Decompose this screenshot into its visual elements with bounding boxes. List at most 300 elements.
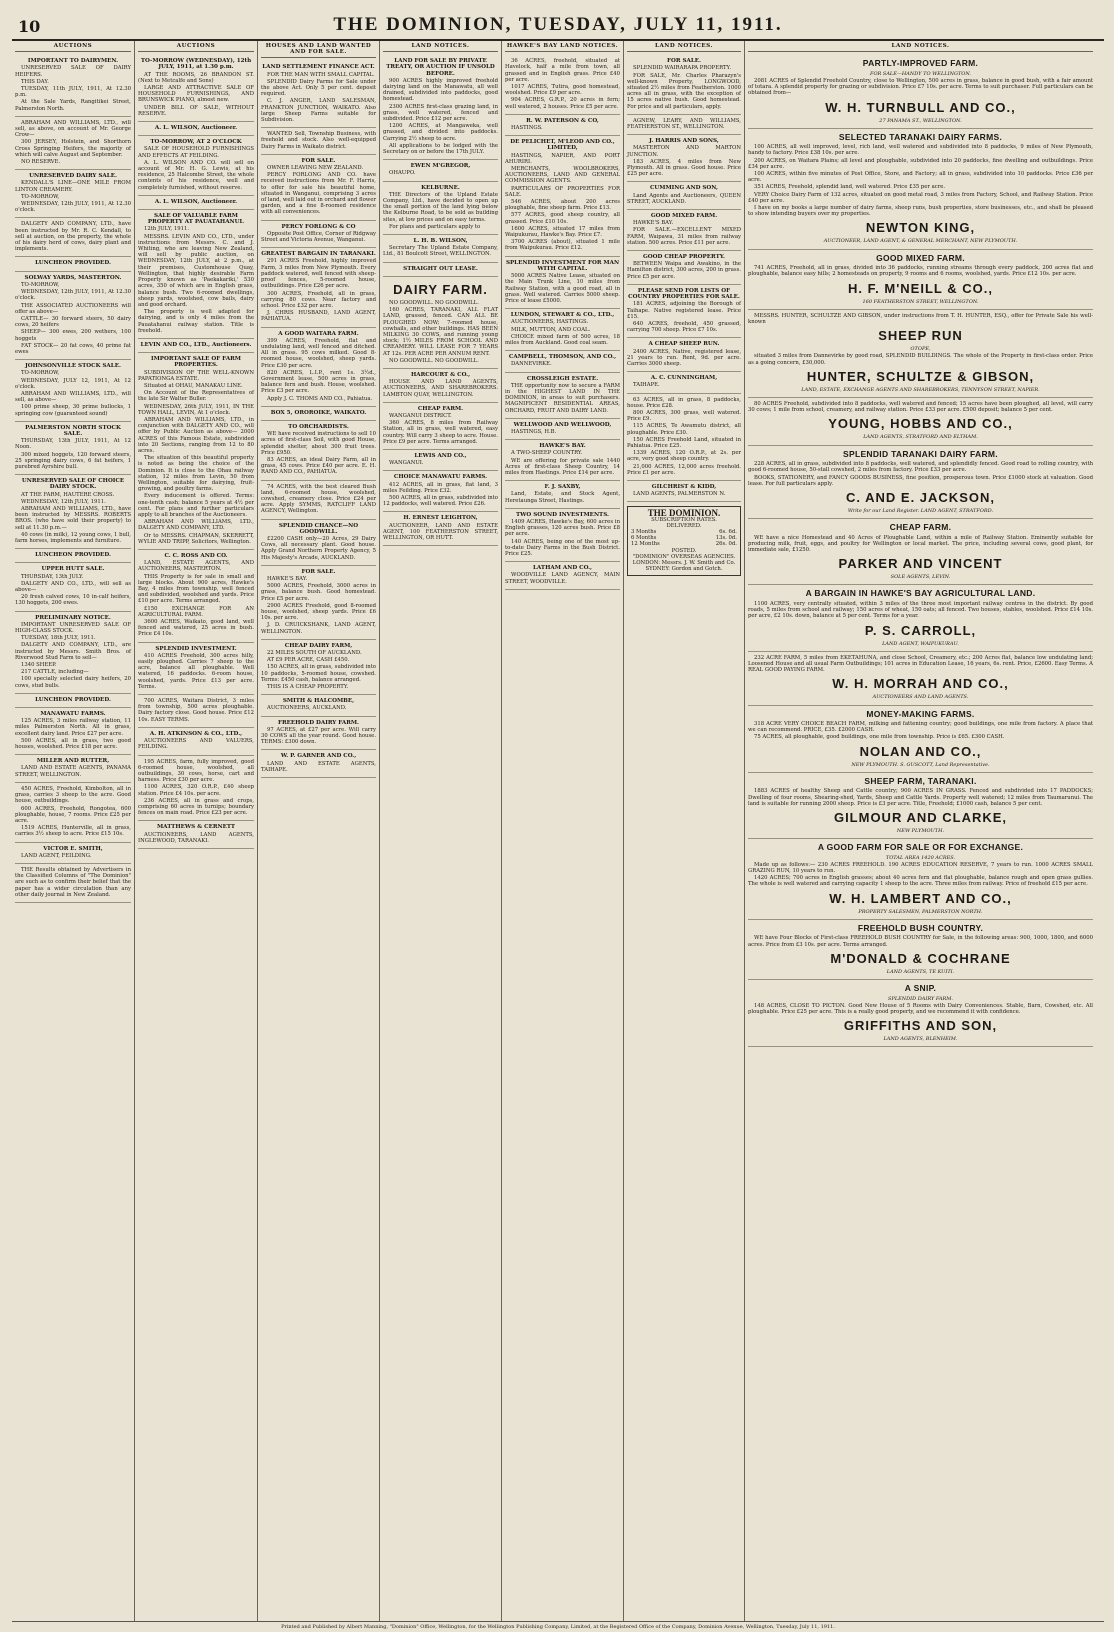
ad-text: DALGETY AND COMPANY, LTD., have been instructed by Mr. R. C. Kendall, to sell at auction, on the property, the whole of his dairy herd of cows, dairy plant and implements. [15,221,131,253]
ad-text: THE Results obtained by Advertisers in the Classified Columns of "The Dominion" are such as to confirm their belief that the paper has a wider circulation than any other daily journal in New Zealand. [15,866,131,898]
ad-text: NO GOODWILL. NO GOODWILL. [389,299,479,306]
ad-heading: LAND SETTLEMENT FINANCE ACT. [262,64,375,71]
ad-heading: UPPER HUTT SALE. [41,566,105,573]
ad-heading: HAWKE'S BAY. [539,443,586,450]
subscription-term: 6 Months [631,535,657,542]
advertisement [261,520,376,566]
ad-text: situated 3 miles from Dannevirke by good road, SPLENDID BUILDINGS. The whole of the Property in first-class order. Price as a going concern, £30,000. [748,353,1093,366]
ad-heading: FOR SALE. [301,157,336,164]
advertiser-name: PARKER AND VINCENT [838,556,1003,572]
ad-text: TAIHAPE. [633,382,660,389]
ad-text: MESSRS. LEVIN AND CO., LTD., under instructions from Messrs. C. and J. Whiting, who are leaving New Zealand, will sell by public auction, on WEDNESDAY, 12th JULY, at 2 p.m., at their premises, Customhouse Quay, Wellington, that highly desirable Farm Property known as 'Paekakariki,' 530 acres, 350 of which are in English grass, balance bush. Two 6-roomed dwellings, sheep yards, woolshed, cow bails, dairy and good orchard. [138,233,254,308]
advertisement [383,263,498,277]
ad-text: THE Directors of the Upland Estate Company, Ltd., have decided to open up the small portion of the land lying below the Kelburne Road, to be sold as building sites, at low prices and on easy terms. [383,191,498,223]
column-heading: AUCTIONS [138,41,254,52]
ad-text: 741 ACRES, Freehold, all in grass, divided into 36 paddocks, running streams through every paddock, 200 acres flat and ploughable, balance easy hills; 2 homesteads on property, 9 rooms and 6 rooms, woolshed, yards. Price £12 10s. per acre. [748,265,1093,278]
ad-text: Land, Estate, and Stock Agent, Heretaunga Street, Hastings. [505,491,620,504]
ad-text: AT THE ROOMS, 26 BRANDON ST. (Next to Metcalfe and Sons) [138,71,254,84]
ad-text: 800 ACRES, 300 grass, well watered. Price £9. [627,409,741,423]
ad-text: WE have a nice Homestead and 40 Acres of Ploughable Land, within a mile of Railway Station. Eminently suitable for producing milk, fruit, eggs, and poultry for Wellington or local market. The price, including several cows, good plant, for immediate sale, £1250. [748,534,1093,554]
ad-text: LAND AND ESTATE AGENTS, TAIHAPE. [261,760,376,773]
ad-text: WEDNESDAY, 12th JULY, 1911, At 12.30 o'clock. [15,201,131,214]
ad-text: ABRAHAM AND WILLIAMS, LTD., will sell, as above— [15,390,131,404]
ad-text: THIS Property is for sale in small and large blocks. About 900 acres, Hawke's Bay, 4 miles from township, well fenced and subdivided, woolshed and yards. Price £10 per acre. Terms arranged. [138,573,254,605]
advertisement [627,251,741,285]
ad-text: HASTINGS. [511,125,543,132]
ad-text: UNDER BILL OF SALE, WITHOUT RESERVE. [138,104,254,117]
ad-text: 1340 SHEEP. [21,662,57,669]
ad-text: FOR SALE.—EXCELLENT MIXED FARM, Waipawa, 31 miles from railway station. 500 acres. Price £11 per acre. [627,227,741,246]
ad-text: THURSDAY, 13th JULY, 1911, At 12 Noon. [15,438,131,451]
ad-subheading: TOTAL AREA 1420 ACRES. [885,854,956,861]
advertisement [261,566,376,640]
ad-text: MASTERTON AND MARTON JUNCTION. [627,145,741,158]
advertisement [138,210,254,339]
ad-text: SPLENDID WAIRARAPA PROPERTY. [633,65,732,72]
subscription-box [627,506,741,576]
ad-text: SUBDIVISION OF THE WELL-KNOWN PAPATIONGA ESTATE. [138,369,254,382]
advertisement [15,257,131,271]
advertiser-name: HUNTER, SCHULTZE & GIBSON, [806,368,1035,384]
column-heading: HAWKE'S BAY LAND NOTICES. [505,41,620,52]
ad-text: WANGANUI DISTRICT. [389,412,452,419]
ad-text: SHEEP— 300 ewes, 200 wethers, 100 hoggets [15,329,131,342]
imprint-footer: Printed and Published by Albert Manning, "Dominion" Office, Wellington, for the Wellington Publishing Company, Limited, at the Registered Office of the Company, Dominion Avenue, Wellington, Tuesday, July 11, 1911. [281,1624,835,1630]
advertisement [383,235,498,263]
column-1 [12,41,135,1621]
column-6 [624,41,745,1621]
advertisement [15,694,131,708]
ad-text: LAND AGENTS, PALMERSTON N. [633,491,726,498]
ad-text: WE are offering for private sale 1440 Acres of first-class Sheep Country, 14 miles from Hastings. Price £14 per acre. [505,457,620,476]
advertisement [15,272,131,360]
ad-text: WEDNESDAY, 26th JULY, 1911, IN THE TOWN HALL, LEVIN, At 1 o'clock. [138,403,254,416]
ad-heading: MONEY-MAKING FARMS. [866,708,975,719]
advertisement [505,55,620,115]
advertisement [748,839,1093,920]
ad-heading: WELLWOOD AND WELLWOOD, [513,421,612,428]
ad-heading: PERCY FORLONG & CO [281,223,356,230]
ad-heading: CHEAP FARM. [417,405,464,412]
ad-heading: TO ORCHARDISTS. [288,423,349,430]
ad-text: 300 mixed hoggets, 120 forward steers, 25 springing dairy cows, 6 fat heifers, 1 purebred Ayrshire bull. [15,451,131,470]
ad-text: 150 ACRES Freehold Land, situated in Pahiatua. Price £25. [627,436,741,449]
ad-text: 200 ACRES, on Waitara Plains; all level and ploughable, subdivided into 20 paddocks, fine dwelling and outbuildings. Price £34 per acre. [748,157,1093,170]
ad-text: TO-MORROW, [21,370,60,377]
advertisement [748,652,1093,706]
ad-heading: LAND FOR SALE BY PRIVATE TREATY, OR AUCTION IF UNSOLD BEFORE. [386,58,495,77]
advertisement [261,717,376,751]
ad-text: A TWO-SHEEP COUNTRY. [511,450,583,457]
column-heading: LAND NOTICES. [627,41,741,52]
ad-text: 1409 ACRES, Hawke's Bay, 600 acres in English grasses, 120 acres bush. Price £8 per acre. [505,518,620,538]
ad-heading: TO-MORROW, AT 2 O'CLOCK [150,139,242,146]
ad-text: 40 cows (in milk), 12 young cows, 1 bull, farm horses, implements and furniture. [15,531,131,544]
ad-text: LAND, ESTATE AGENTS, AND AUCTIONEERS, MASTERTON. [138,560,254,573]
advertiser-address: LAND, ESTATE, EXCHANGE AGENTS AND SHAREBROKERS, TENNYSON STREET, NAPIER. [801,386,1040,393]
advertisement [138,728,254,756]
advertiser-name: M'DONALD & COCHRANE [830,950,1011,966]
ad-text: 318 ACRE VERY CHOICE BEACH FARM, milking and fattening country; good buildings, one mile from factory. A place that we can recommend. PRICE, £35. £2000 CASH. [748,721,1093,734]
ad-text: 140 ACRES, being one of the most up-to-date Dairy Farms in the Bush District. Price £25. [505,538,620,557]
ad-heading: SPLENDID INVESTMENT FOR MAN WITH CAPITAL. [505,259,620,272]
ad-text: £2200 CASH only—20 Acres, 29 Dairy Cows, all necessary plant. Good house. Apply Grand Northern Property Agency, 5 His Majesty's Arcade, AUCKLAND. [261,536,376,561]
ad-text: 700 ACRES, Waitara District, 3 miles from township, 500 acres ploughable. Dairy factory close. Good house. Price £12 10s. EASY TERMS. [138,698,254,723]
advertisement [15,422,131,475]
ad-heading: CHOICE MANAWATU FARMS. [393,474,488,481]
column-heading: LAND NOTICES. [748,41,1093,52]
ad-text: 12th JULY, 1911. [144,226,190,233]
ad-text: 148 ACRES, CLOSE TO PICTON. Good New House of 5 Rooms with Dairy Conveniences. Stable, Barn, Cowshed, etc. All ploughable. Price £25 per acre. This is a really good property, and we recommend it with confidence. [748,1002,1093,1015]
advertisement [138,339,254,353]
ad-heading: SOLWAY YARDS, MASTERTON. [24,274,122,281]
ad-heading: PARTLY-IMPROVED FARM. [862,58,979,69]
ad-text: 115 ACRES, Te Awamutu district, all ploughable. Price £30. [627,423,741,436]
advertisement [261,750,376,778]
subscription-subtitle: SUBSCRIPTION RATES. [651,516,717,523]
advertiser-name: W. H. MORRAH AND CO., [832,676,1009,692]
ad-heading: BOX 5, OROROIKE, WAIKATO. [270,409,367,416]
ad-heading: FOR SALE. [301,568,336,575]
advertisement [138,55,254,122]
ad-text: Situated at OHAU, MANAKAU LINE. [144,382,243,389]
ad-text: 351 ACRES, Freehold, splendid land, well watered. Price £35 per acre. [754,184,946,191]
ad-text: 2900 ACRES Freehold, good 8-roomed house, woolshed, sheep yards. Price £6 10s. per acre. [261,602,376,622]
advertiser-address: Write for our Land Register. LAND AGENT, STRATFORD. [847,507,994,514]
ad-heading: GOOD MIXED FARM. [876,252,965,263]
ad-text: 3600 ACRES, Waikato, good land, well fenced and watered, 25 acres in bush. Price £4 10s. [138,619,254,638]
ad-text: WEDNESDAY, 12th JULY, 1911, At 12.30 o'clock. [15,289,131,302]
ad-text: FOR SALE, Mr. Charles Pharazyn's well-known Property, LONGWOOD, situated 2½ miles from Featherston. 1000 acres all in grass, with the exception of 15 acres native bush. Good homestead. For price and all particulars, apply. [627,72,741,110]
ad-heading: C. C. ROSS AND CO. [164,553,228,560]
ad-heading: FOR SALE. [667,58,701,65]
ad-text: All applications to be lodged with the Secretary on or before the 17th JULY. [383,142,498,156]
subscription-price: 26s. 0d. [715,541,737,548]
ad-text: DANNEVIRKE. [511,361,552,368]
ad-text: 1339 ACRES, 120 O.R.P., at 2s. per acre, very good sheep country. [627,450,741,463]
ad-heading: SELECTED TARANAKI DAIRY FARMS. [838,131,1003,142]
column-5 [502,41,624,1621]
advertiser-address: AUCTIONEERS AND LAND AGENTS. [872,694,969,701]
advertisement [15,360,131,422]
advertisement [627,55,741,115]
advertisement [15,117,131,170]
ad-text: WE have received instructions to sell 10 acres of first-class Soil, with good House, splendid shelter, about 300 fruit trees. Price £950. [261,431,376,456]
advertisement [383,512,498,546]
ad-heading: GREATEST BARGAIN IN TARANAKI. [261,251,376,258]
advertisement [627,285,741,338]
advertisement [627,372,741,393]
ad-text: For plans and particulars apply to [389,223,481,230]
advertisement [138,136,254,196]
ad-text: 22 MILES SOUTH OF AUCKLAND. [267,650,362,657]
ad-heading: LATHAM AND CO., [532,565,593,572]
advertisement [627,135,741,182]
advertiser-address: OTOPE, [910,346,931,353]
ad-text: 97 ACRES, at £27 per acre. Will carry 30 COWS all the year round. Good house. TERMS: £300 down. [261,726,376,746]
advertisement [748,706,1093,773]
ad-heading: HARCOURT & CO., [410,371,471,378]
advertisement [505,562,620,590]
ad-text: Secretary The Upland Estate Company, Ltd., 81 Boulcott Street, WELLINGTON. [383,245,498,258]
ad-text: WANGANUI. [389,460,424,467]
column-heading: AUCTIONS [15,41,131,52]
ad-heading: SHEEP FARM, TARANAKI. [864,775,977,786]
advertiser-address: NEW PLYMOUTH. S. GUSCOTT, Land Representative. [851,761,990,768]
ad-heading: CAMPBELL, THOMSON, AND CO., [508,354,617,361]
advertisement [15,755,131,783]
ad-text: The situation of this beautiful property is noted as being the choice of the Dominion. It is close to the Ohau railway station, 12 miles from Levin, 50 from Wellington, suitable for dairying, fruit-growing, and poultry farms. [138,455,254,493]
ad-text: ABRAHAM AND WILLIAMS, LTD., DALGETY AND COMPANY, LTD. [138,519,254,532]
ad-text: 100 ACRES, all well improved, level, rich land, well watered and subdivided into 8 paddocks, 9 miles of New Plymouth, handy to factory. Price £38 10s. per acre. [748,144,1093,157]
ad-text: AUCTIONEERS, AUCKLAND. [267,705,347,712]
advertisement [748,55,1093,129]
advertiser-name: P. S. CARROLL, [864,622,977,638]
ad-heading: FREEHOLD BUSH COUNTRY. [857,922,984,933]
ad-text: NO GOODWILL. NO GOODWILL. [389,357,479,364]
ad-text: 160 ACRES, TARANAKI, ALL FLAT LAND, grassed, fenced. CAN ALL BE PLOUGHED NOW; 7-roomed house, cowbails, and other buildings. HAS BEEN MILKING 30 COWS, and running young stock; 1½ MILES FROM SCHOOL AND CREAMERY. WILL LEASE FOR 7 YEARS AT 12s. PER ACRE PER ANNUM RENT. [383,307,498,357]
advertisement [627,394,741,481]
advertisement [748,129,1093,250]
ad-text: 181 ACRES, adjoining the Borough of Taihape. Native registered lease. Price £15. [627,301,741,320]
advertisement [15,218,131,257]
ad-heading: A SNIP. [904,983,937,993]
ad-text: 300 ACRES, Freehold, all in grass, carrying 80 cows. Near factory and school. Price £32 per acre. [261,290,376,309]
ad-text: 21,000 ACRES, 12,000 acres freehold. Price £1 per acre. [627,463,741,476]
column-heading: LAND NOTICES. [383,41,498,52]
ad-heading: MATTHEWS & CERNETT [156,824,236,831]
ad-text: ABRAHAM AND WILLIAMS, LTD., will sell, as above, on account of Mr. George Crow— [15,119,131,139]
ad-text: 2400 ACRES, Native, registered lease, 21 years to run. Rent, 9d. per acre. Carries 3000 sheep. [627,348,741,367]
ad-text: 577 ACRES, good sheep country, all grassed. Price £10 10s. [505,212,620,225]
ad-text: 412 ACRES, all in grass, flat land, 3 miles Feilding. Price £32. [383,481,498,494]
ad-text: 1600 ACRES, situated 17 miles from Waipukurau, Hawke's Bay. Price £7. [505,225,620,239]
advertiser-address: 160 FEATHERSTON STREET, WELLINGTON. [862,298,979,305]
ad-text: Apply J. C. THOMS AND CO., Pahiatua. [267,395,373,402]
ad-heading: IMPORTANT TO DAIRYMEN. [27,58,119,65]
ad-text: HAWKE'S BAY. [267,576,308,583]
ad-text: ABRAHAM AND WILLIAMS, LTD., in conjunction with DALGETY AND CO., will offer by Public Auction as above— 2000 ACRES of this Famous Estate, subdivided into 20 Sections, ranging from 12 to 80 acres. [138,416,254,454]
ad-text: 900 ACRES highly improved freehold dairying land on the Manawatu, all well drained, subdivided into paddocks, good homestead. [383,77,498,103]
advertisement [261,128,376,155]
advertisement [261,248,376,327]
advertisement [138,756,254,822]
advertisement [505,481,620,509]
ad-heading: SPLENDID CHANCE—NO GOODWILL. [278,522,359,535]
advertisement [15,55,131,117]
ad-subheading: SPLENDID DAIRY FARM. [888,995,953,1002]
ad-heading: DE PELICHET, M'LEOD AND CO., LIMITED, [510,139,615,152]
ad-text: Or to MESSRS. CHAPMAN, SKERRETT, WYLIE AND TRIPP, Solicitors, Wellington. [138,532,254,545]
ad-heading: A BARGAIN IN HAWKE'S BAY AGRICULTURAL LAND. [805,588,1036,599]
advertisement [505,419,620,440]
ad-text: 100 prime sheep, 30 prime bullocks, 1 springing cow (guaranteed sound) [15,404,131,417]
advertisement [505,136,620,256]
ad-text: £150 EXCHANGE FOR AN AGRICULTURAL FARM. [138,605,254,618]
ad-text: HASTINGS, H.B. [511,428,557,435]
ad-text: THIS DAY. [21,78,49,85]
subscription-price: 13s. 0d. [715,535,737,542]
advertisement [138,643,254,695]
ad-heading: JOHNSONVILLE STOCK SALE. [25,363,121,370]
advertiser-name: YOUNG, HOBBS AND CO., [828,416,1013,432]
ad-text: 1100 ACRES, 320 O.R.P., £40 sheep station. Price £4 10s. per acre. [138,784,254,797]
advertisement [748,446,1093,520]
ad-text: WE have Four Blocks of First-class FREEHOLD BUSH COUNTRY for Sale, in the following areas: 900, 1000, 1800, and 6000 acres. Price from £3 10s. per acre. Terms arranged. [748,935,1093,948]
ad-text: HASTINGS, NAPIER, AND PORT AHURIRI. [505,152,620,165]
ad-subheading: FOR SALE—HANDY TO WELLINGTON. [869,70,972,77]
advertisement [261,221,376,249]
advertisement [15,783,131,843]
ad-text: 83 ACRES, an ideal Dairy Farm, all in grass, 45 cows. Price £40 per acre. E. H. RAND AND CO., PAHIATUA. [261,456,376,476]
ad-text: Made up as follows:— 230 ACRES FREEHOLD. 190 ACRES EDUCATION RESERVE, 7 years to run. 1000 ACRES SMALL GRAZING RUN, 10 years to run. [748,861,1093,875]
ad-heading: VICTOR E. SMITH, [43,845,103,852]
ad-text: UNRESERVED SALE OF DAIRY HEIFERS. [15,65,131,78]
column-heading: HOUSES AND LAND WANTED AND FOR SALE. [261,41,376,58]
ad-text: 195 ACRES, farm, fully improved, good 6-roomed house, woolshed, all outbuildings, 30 cows, horse, cart and harness. Price £30 per acre. [138,758,254,784]
ad-heading: H. ERNEST LEIGHTON, [403,515,478,522]
advertiser-address: NEW PLYMOUTH. [896,827,945,834]
ad-text: 1100 ACRES, very centrally situated, within 3 miles of the three most important railway centres in the district. By good roads, 5 miles from school and railway; 150 acres of wheat, 150 oats; all fenced. Two houses, stables, woolshed. Price £14 10s. per acre, £2 10s. down, balance at 5 per cent. Terms for a year. [748,600,1093,620]
ad-text: 217 CATTLE, including— [21,669,89,676]
ad-text: WOODVILLE LAND AGENCY, MAIN STREET, WOODVILLE. [505,572,620,585]
ad-text: AUCTIONEERS, LAND AGENTS, INGLEWOOD, TARANAKI. [138,831,254,844]
ad-text: 640 ACRES, freehold, 450 grassed, carrying 700 sheep. Price £7 10s. [627,320,741,334]
advertisement [505,351,620,372]
ad-text: AT THE FARM, HAUTERE CROSS. [21,491,115,498]
ad-text: At the Sale Yards, Rangitikei Street, Palmerston North. [15,99,131,112]
ad-heading: LUNCHEON PROVIDED. [35,696,111,703]
advertiser-address: LAND AGENTS, TE KUITI. [886,968,955,975]
ad-text: TUESDAY, 18th JULY, 1911. [21,635,96,642]
ad-text: The property is well adapted for dairying, and is only 4 miles from the Pauatahanui railway station. Title is freehold. [138,309,254,334]
advertisement [15,549,131,563]
subscription-posted: POSTED. [671,547,697,554]
ad-text: THURSDAY, 13th JULY. [21,573,84,580]
ad-text: Land Agents and Auctioneers, QUEEN STREET, AUCKLAND. [627,192,741,205]
ad-text: AUCTIONEERS, HASTINGS. [511,319,589,326]
ad-text: SALE OF HOUSEHOLD FURNISHINGS AND EFFECTS AT FEILDING. [138,146,254,159]
advertisement [15,843,131,864]
subscription-title: THE DOMINION. [647,508,721,519]
ad-text: 2300 ACRES first-class grazing land, in grass, well watered, fenced and subdivided. Price £12 per acre. [383,103,498,123]
ad-text: FOR THE MAN WITH SMALL CAPITAL. [267,71,375,78]
advertisement [138,122,254,136]
advertisement [138,550,254,643]
ad-text: CHOICE mixed farm of 500 acres, 18 miles from Auckland. Good coal seam. [505,333,620,346]
advertiser-name: NOLAN AND CO., [859,743,982,759]
ad-heading: MANAWATU FARMS. [40,711,106,718]
advertiser-name: SHEEP RUN [878,328,963,344]
ad-text: Opposite Post Office, Corner of Ridgway Street and Victoria Avenue, Wanganui. [261,230,376,244]
advertisement [627,182,741,210]
ad-text: OWNER LEAVING NEW ZEALAND. [267,165,364,172]
advertisement [748,585,1093,651]
advertiser-name: W. H. TURNBULL AND CO., [825,99,1016,115]
ad-text: I have on my books a large number of dairy farms, sheep runs, bush properties, store businesses, etc., and shall be pleased to show intending buyers over my properties. [748,205,1093,218]
advertisement [261,481,376,520]
ad-text: OHAUPO. [389,170,416,177]
advertisement [261,155,376,221]
ad-text: LAND AGENT, FEILDING. [21,852,92,859]
advertisement [505,309,620,351]
ad-heading: CROSSLEIGH ESTATE. [526,375,599,382]
ad-heading: A. C. CUNNINGHAM, [650,375,718,382]
ad-heading: MILLER AND RUTTER, [36,758,110,765]
ad-text: 2081 ACRES of Splendid Freehold Country, close to Wellington, 500 acres in grass, balance in good bush, with a fair amount of totara. A splendid property for grazing or subdivision. Price £7 10s. per acre. Terms to suit purchaser. Full particulars can be obtained from— [748,77,1093,97]
ad-text: 500 ACRES, all in grass, two good houses, woolshed. Price £18 per acre. [15,737,131,751]
ad-heading: GOOD MIXED FARM. [650,213,718,220]
page-number: 10 [18,17,41,36]
ad-text: TO-MORROW, [21,281,60,288]
advertisement [748,773,1093,839]
ad-text: 5000 ACRES Native Lease, situated on the Main Trunk Line, 10 miles from Railway Station, with a good road, all in grass. Well watered. Carries 5000 sheep. Price of lease £5000. [505,273,620,304]
ad-heading: LEVIN AND CO., LTD., Auctioneers. [140,341,252,348]
ad-text: 20 fresh calved cows, 10 in-calf heifers, 130 hoggets, 200 ewes. [15,594,131,607]
ad-heading: SPLENDID TARANAKI DAIRY FARM. [843,448,998,459]
advertisement [138,695,254,728]
column-3 [258,41,380,1621]
ad-text: J. CHRIS HUSBAND, LAND AGENT, PAHIATUA. [261,310,376,323]
ad-text: AUCTIONEER, LAND AND ESTATE AGENT, 100 FEATHERSTON STREET, WELLINGTON, OR HUTT. [383,522,498,541]
ad-text: HAWKE'S BAY. [633,220,674,227]
ad-text: SPLENDID Dairy Farms for Sale under the above Act. Only 5 per cent. deposit required. [261,78,376,98]
ad-text: CATTLE— 30 forward steers, 50 dairy cows, 20 heifers [15,315,131,329]
ad-heading: FREEHOLD DAIRY FARM. [277,719,360,726]
column-2 [135,41,258,1621]
subscription-delivered: DELIVERED. [666,522,702,529]
ad-text: THE opportunity now to secure a FARM in the HIGHEST LAND IN THE DOMINION, in areas to suit purchasers. MAGNIFICENT RESIDENTIAL AREAS, ORCHARD, FRUIT AND DAIRY LAND. [505,382,620,414]
ad-heading: STRAIGHT OUT LEASE. [403,265,478,272]
advertisement [383,403,498,450]
ad-text: 399 ACRES, Freehold, flat and undulating land, well fenced and ditched. All in grass. 95 cows milked. Good 8-roomed house, woolshed, sheep yards. Price £30 per acre. [261,337,376,369]
advertiser-address: LAND AGENT, WAIPUKURAU. [882,640,959,647]
ad-text: 232 ACRE FARM, 5 miles from EKETAHUNA, and close School, Creamery, etc.; 200 Acres flat, balance low undulating land; Loosened House and all usual Farm Outbuildings; 101 acres in Education Lease, 16 years, 6s. rent. Price, £2600. Easy Terms. A REAL GOOD PAYING FARM. [748,654,1093,674]
advertisement [15,864,131,903]
ad-text: 1519 ACRES, Hunterville, all in grass, carries 3½ sheep to acre. Price £15 10s. [15,825,131,838]
ad-text: 63 ACRES, all in grass, 8 paddocks, house. Price £28. [627,396,741,409]
advertisement [383,182,498,235]
advertisement [15,475,131,549]
ad-text: HOUSE AND LAND AGENTS, AUCTIONEERS, AND SHAREBROKERS. LAMBTON QUAY, WELLINGTON. [383,379,498,398]
ad-text: 74 ACRES, with the best cleared Bush land, 6-roomed house, woolshed, cowshed, creamery close. Price £24 per acre. Apply SYMMS, RATCLIFF LAND AGENCY, Wellington. [261,483,376,515]
ad-text: MESSRS. HUNTER, SCHULTZE AND GIBSON, under instructions from T. H. HUNTER, ESQ., offer for Private Sale his well-known [748,312,1093,325]
advertisement [138,821,254,849]
ad-heading: SPLENDID INVESTMENT. [155,645,237,652]
advertiser-address: SOLE AGENTS, LEVIN. [890,574,951,581]
ad-text: 820 ACRES, L.I.P., rent 1s. 3½d., Government lease, 500 acres in grass, balance fern and bush. House, woolshed. Price £3 per acre. [261,369,376,395]
advertisement [505,373,620,419]
ad-heading: LUNCHEON PROVIDED. [35,260,111,267]
ad-text: PARTICULARS OF PROPERTIES FOR SALE. [505,185,620,198]
subscription-note: "DOMINION" OVERSEAS AGENCIES. LONDON: Messrs. J. W. Smith and Co. SYDNEY: Gordon and Gotch. [632,553,736,573]
advertisement [748,310,1093,398]
ad-text: 80 ACRES Freehold, subdivided into 8 paddocks, well watered and fenced; 15 acres have been ploughed, all level, will carry 30 cows; 1 mile from school, creamery, and railway station. Price £33 per acre. £500 deposit; balance 5 per cent. [748,400,1093,414]
advertisement [15,708,131,755]
advertiser-name: NEWTON KING, [865,220,976,236]
ad-text: 228 ACRES, all in grass, subdivided into 8 paddocks, well watered, and splendidly fenced. Good road to rolling country, with good 6-roomed house, 50-stall cowshed, 2 miles from factory. Price £33 per acre. [748,461,1093,474]
ad-text: WANTED Sell, Township Business, with freehold and stock. Also well-equipped Dairy Farms in Waikato district. [261,131,376,150]
advertisement [383,55,498,160]
ad-text: 450 ACRES, Freehold, Kimbolton, all in grass, carries 3 sheep to the acre. Good house, outbuildings. [15,785,131,805]
advertisement [261,695,376,716]
ad-heading: CHEAP FARM. [889,522,952,533]
ad-heading: F. J. SAXBY, [544,484,581,491]
ad-text: ABRAHAM AND WILLIAMS, LTD., have been instructed by MESSRS. ROBERTS BROS. (who have sold their property) to sell at 11.30 p.m.— [15,505,131,531]
ad-text: THIS IS A CHEAP PROPERTY. [267,684,349,691]
ad-heading: GILCHRIST & KIDD, [651,483,717,490]
advertisement [15,612,131,694]
